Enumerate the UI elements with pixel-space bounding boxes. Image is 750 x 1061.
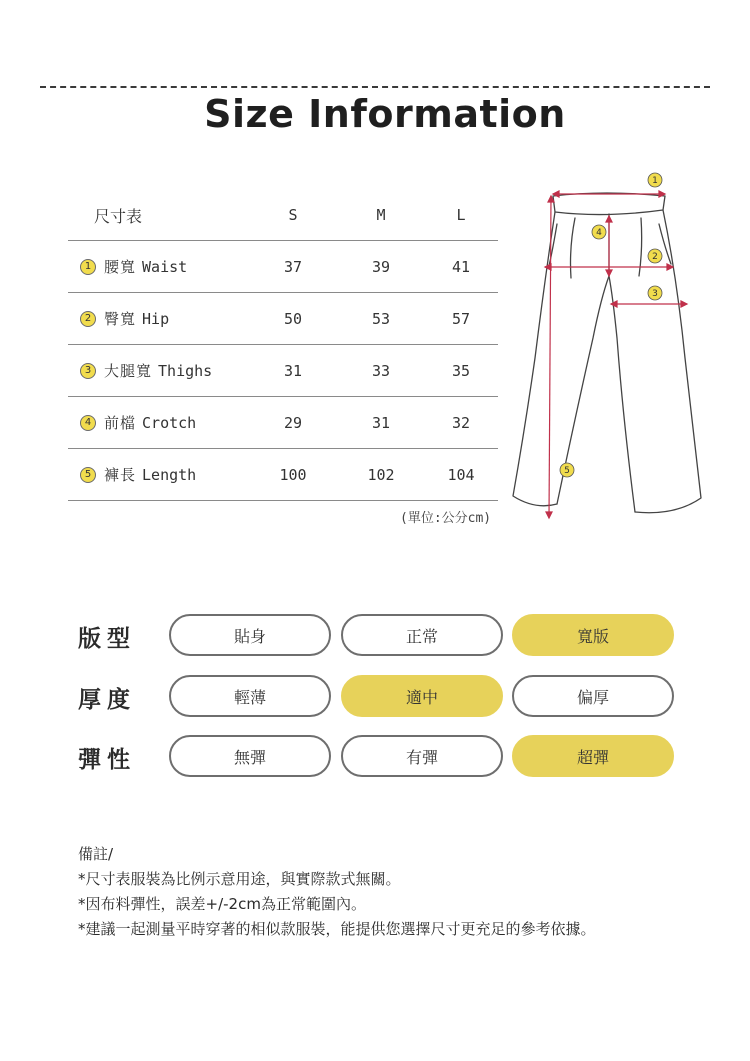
number-badge: 3: [80, 363, 96, 379]
table-row-hip: [68, 293, 498, 345]
option-fit-wide: 寬版: [512, 614, 674, 656]
arrow-head: [606, 216, 612, 222]
row-label-en: Thighs: [158, 361, 213, 380]
cell-m: 31: [371, 413, 391, 432]
number-badge: 4: [80, 415, 96, 431]
number-badge: 5: [80, 467, 96, 483]
cell-l: 32: [451, 413, 471, 432]
pants-waistband: [553, 193, 665, 215]
row-label-en: Crotch: [142, 413, 197, 432]
cell-s: 100: [279, 465, 307, 484]
row-label-en: Length: [142, 465, 197, 484]
row-label: [80, 345, 212, 396]
table-header-label: 尺寸表: [94, 206, 143, 226]
cell-m: 102: [367, 465, 395, 484]
cell-m: 53: [371, 309, 391, 328]
page-title: Size Information: [204, 92, 566, 136]
table-row-crotch: [68, 397, 498, 449]
option-elasticity-some: 有彈: [341, 735, 503, 777]
row-label: [80, 449, 196, 500]
cell-s: 31: [283, 361, 303, 380]
attr-label-thickness: 厚度: [78, 686, 136, 713]
row-label-zh: 褲長: [104, 466, 137, 484]
pants-pleat-left: [571, 218, 576, 278]
pants-inseam-right: [609, 276, 635, 512]
option-elasticity-high: 超彈: [512, 735, 674, 777]
notes-heading: 備註/: [78, 845, 114, 863]
attr-row-fit: [78, 614, 688, 658]
option-fit-slim: 貼身: [169, 614, 331, 656]
number-badge: 1: [80, 259, 96, 275]
arrow-head: [681, 301, 687, 307]
size-table-header: [68, 190, 498, 241]
header-size-m: M: [376, 206, 386, 224]
arrow-head: [606, 270, 612, 276]
row-label: [80, 241, 187, 292]
marker-3-label: 3: [652, 289, 658, 299]
cell-l: 41: [451, 257, 471, 276]
option-thickness-thin: 輕薄: [169, 675, 331, 717]
cell-l: 57: [451, 309, 471, 328]
note-line: *因布料彈性，誤差+/-2cm為正常範圍內。: [78, 895, 366, 913]
attr-row-thickness: [78, 675, 688, 719]
marker-5-label: 5: [564, 466, 570, 476]
marker-2-label: 2: [652, 252, 658, 262]
cell-l: 104: [447, 465, 475, 484]
option-elasticity-none: 無彈: [169, 735, 331, 777]
header-size-l: L: [456, 206, 466, 224]
row-label-en: Hip: [142, 309, 170, 328]
option-thickness-thick: 偏厚: [512, 675, 674, 717]
cell-m: 39: [371, 257, 391, 276]
attr-label-elasticity: 彈性: [78, 746, 136, 773]
arrow-head: [546, 512, 552, 518]
marker-4-label: 4: [596, 228, 602, 238]
unit-note: (單位:公分cm): [400, 511, 492, 526]
cell-s: 29: [283, 413, 303, 432]
cell-s: 37: [283, 257, 303, 276]
attr-row-elasticity: [78, 735, 688, 779]
marker-1-label: 1: [652, 176, 658, 186]
arrow-head: [611, 301, 617, 307]
row-label: [80, 397, 196, 448]
table-row-thighs: [68, 345, 498, 397]
option-fit-regular: 正常: [341, 614, 503, 656]
row-label-zh: 大腿寬: [104, 362, 153, 380]
attr-label-fit: 版型: [78, 625, 136, 652]
cell-m: 33: [371, 361, 391, 380]
size-table: [68, 190, 498, 501]
row-label-zh: 臀寬: [104, 310, 137, 328]
arrow-head: [667, 264, 673, 270]
row-label-zh: 腰寬: [104, 258, 137, 276]
table-row-length: [68, 449, 498, 501]
option-thickness-medium: 適中: [341, 675, 503, 717]
cell-s: 50: [283, 309, 303, 328]
table-row-waist: [68, 241, 498, 293]
number-badge: 2: [80, 311, 96, 327]
notes-section: [78, 842, 596, 942]
pants-diagram: [505, 168, 710, 528]
row-label-en: Waist: [142, 257, 188, 276]
cell-l: 35: [451, 361, 471, 380]
row-label-zh: 前檔: [104, 414, 137, 432]
row-label: [80, 293, 169, 344]
dashed-divider: [40, 86, 710, 88]
header-size-s: S: [288, 206, 298, 224]
note-line: *建議一起測量平時穿著的相似款服裝，能提供您選擇尺寸更充足的參考依據。: [78, 920, 596, 938]
note-line: *尺寸表服裝為比例示意用途，與實際款式無關。: [78, 870, 401, 888]
